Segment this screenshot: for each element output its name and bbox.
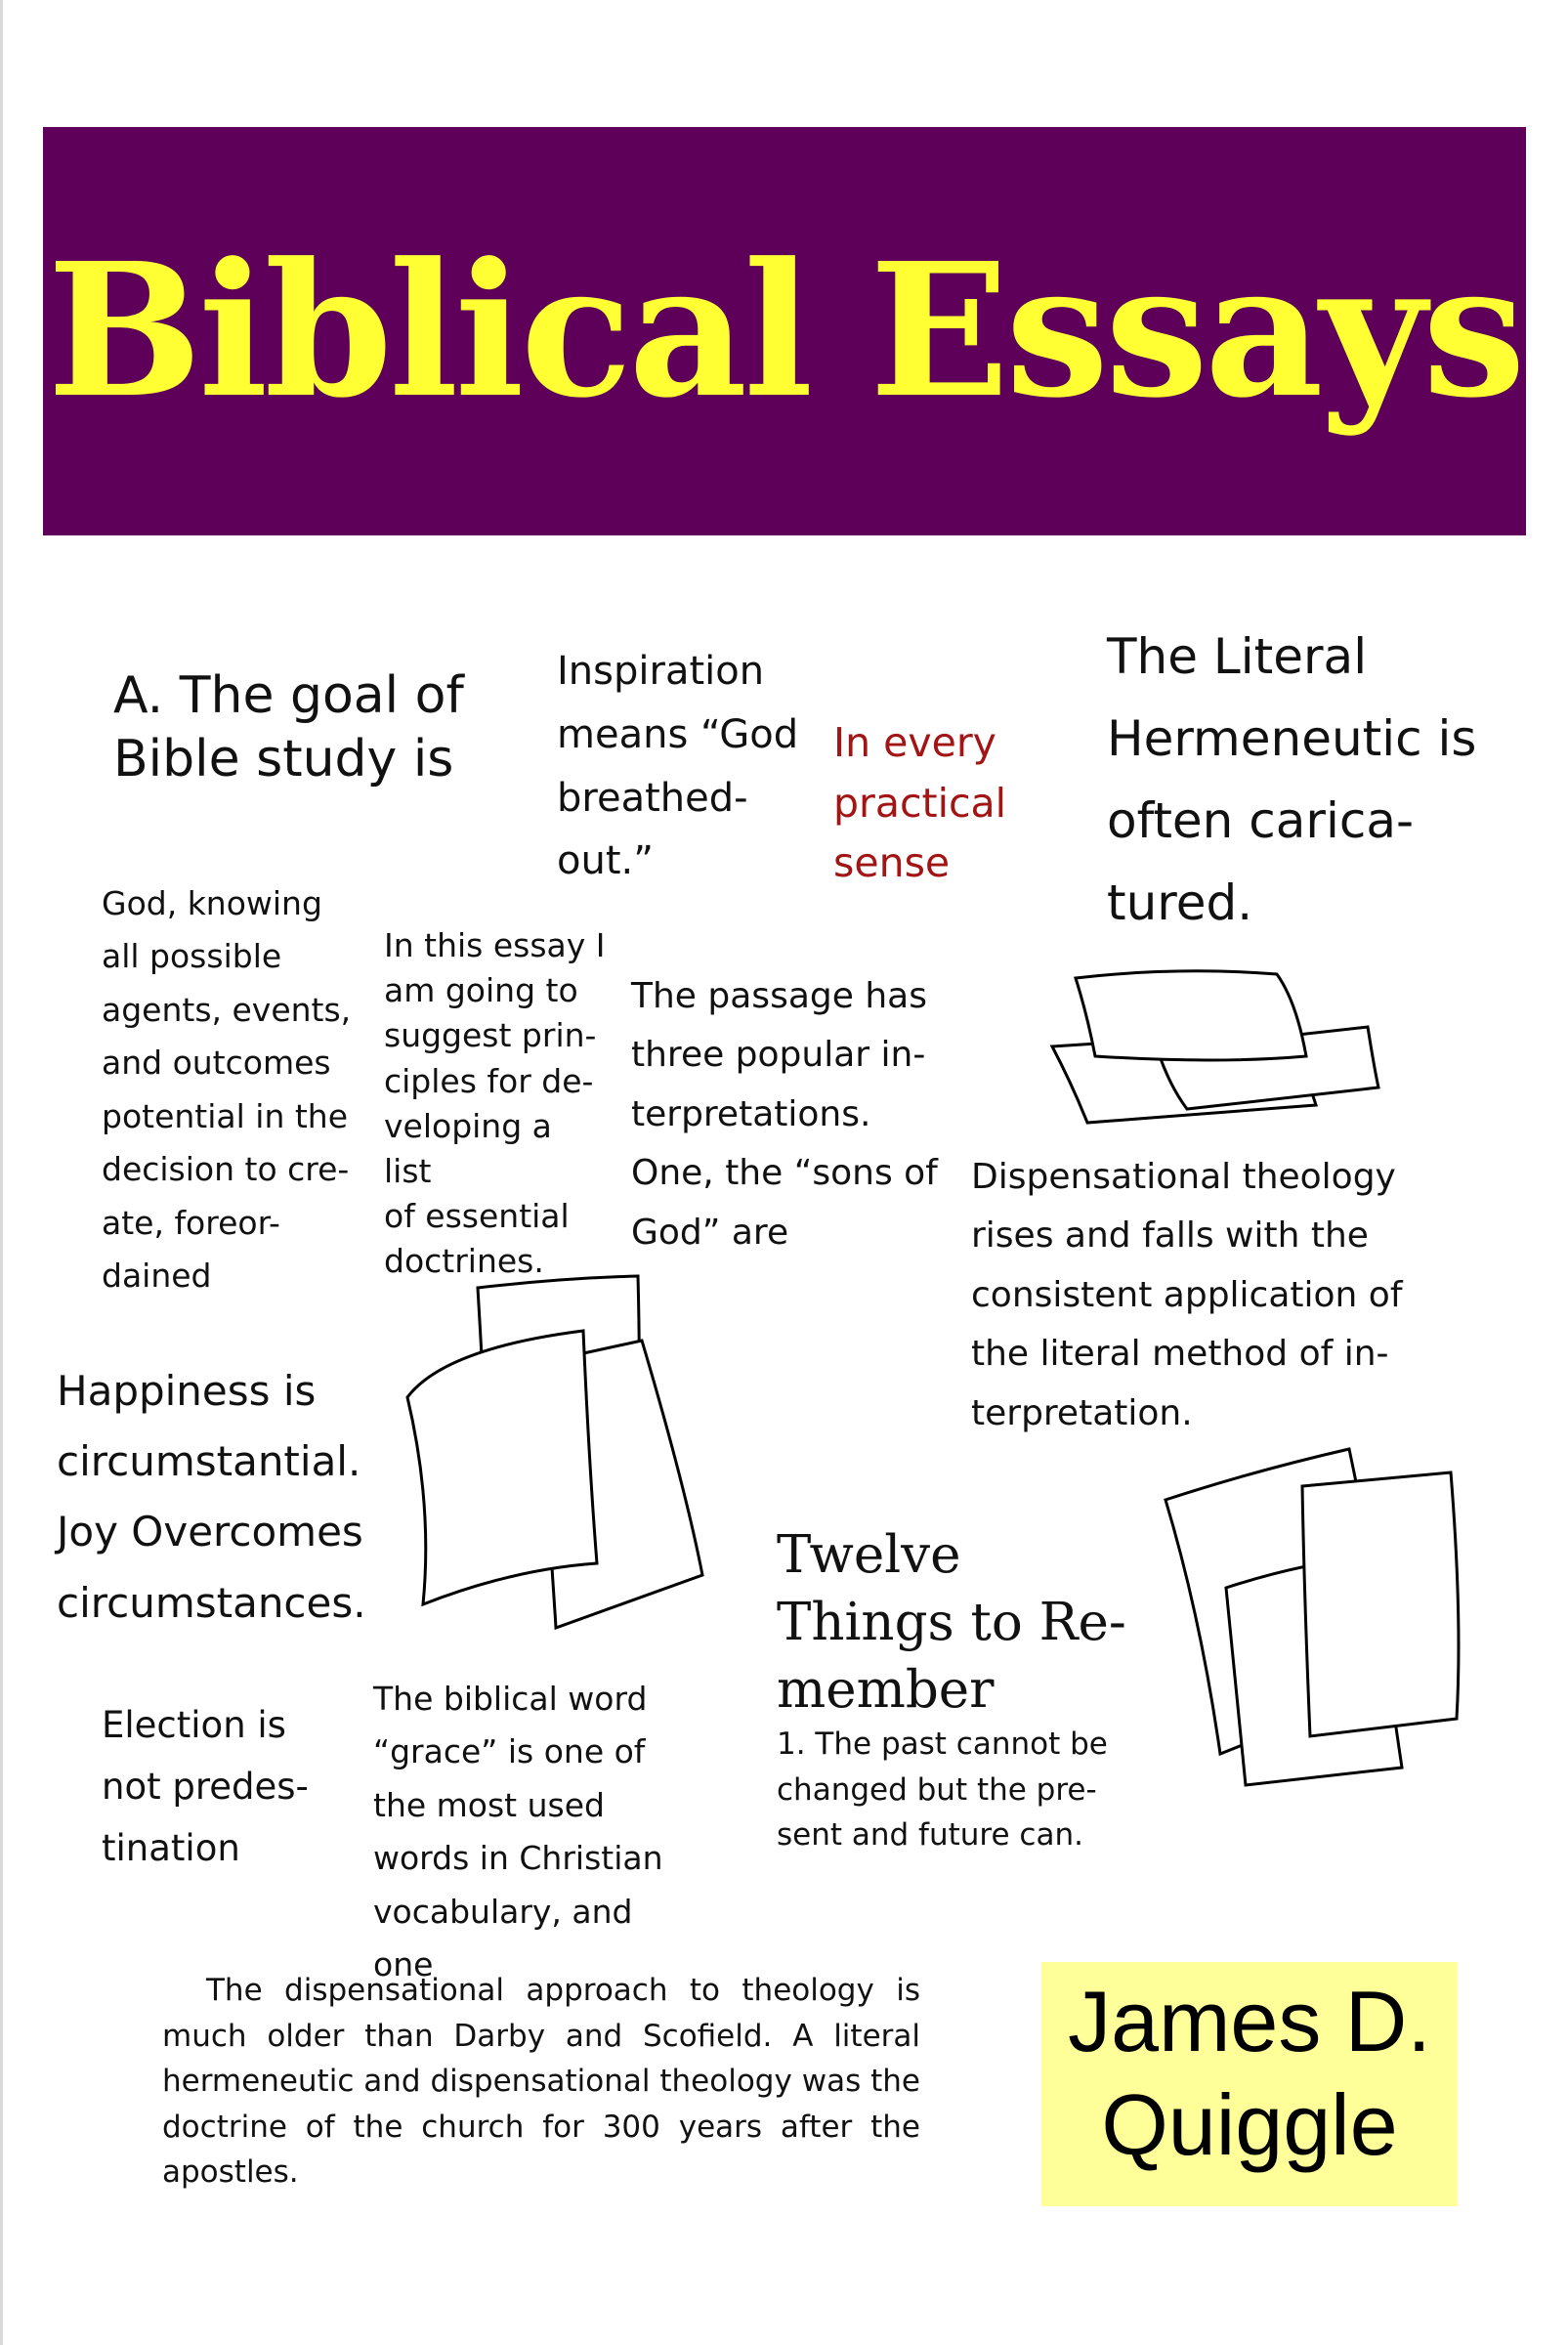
snippet-god-knowing: God, knowing all possible agents, events, and outcomes potential in the decision to cre- ate, foreor- dained: [102, 884, 352, 1296]
author-box: [1041, 1962, 1458, 2206]
snippet-election: Election is not predes- tination: [102, 1704, 309, 1869]
snippet-literal-hermeneutic: The Literal Hermeneutic is often carica- tured.: [1107, 628, 1477, 931]
title-band: [43, 127, 1526, 535]
snippet-happiness-joy: Happiness is circumstantial. Joy Overcomes circumstances.: [57, 1367, 366, 1627]
author-name: James D. Quiggle: [1068, 1973, 1431, 2173]
snippet-dispensational-approach: The dispensational approach to theology is much older than Darby and Scofield. A literal hermeneutic and dispensational theology was the doctrine of the church for 300 years after the apostles.: [162, 1973, 920, 2190]
snippet-goal-of-bible-study: A. The goal of Bible study is: [113, 666, 464, 789]
snippet-twelve-things-title: Twelve Things to Re- member: [777, 1525, 1126, 1720]
snippet-practical-sense: In every practical sense: [833, 719, 1007, 886]
papers-icon: [1040, 962, 1392, 1129]
page-edge-line: [0, 0, 3, 2345]
book-title: Biblical Essays: [47, 223, 1522, 439]
snippet-passage-interpretations: The passage has three popular in- terpretations. One, the “sons of God” are: [631, 976, 938, 1253]
snippet-essential-doctrines: In this essay I am going to suggest prin- ciples for de- veloping a list of essential doctrines.: [384, 926, 606, 1281]
papers-icon: [1158, 1441, 1480, 1793]
papers-icon: [396, 1270, 718, 1642]
snippet-dispensational-theology: Dispensational theology rises and falls with the consistent application of the literal method of in- terpretation.: [971, 1157, 1403, 1433]
snippet-grace: The biblical word “grace” is one of the most used words in Christian vocabulary, and one: [373, 1680, 663, 1984]
snippet-twelve-things-body: 1. The past cannot be changed but the pre- sent and future can.: [777, 1727, 1108, 1853]
snippet-inspiration: Inspiration means “God breathed- out.”: [557, 649, 799, 884]
